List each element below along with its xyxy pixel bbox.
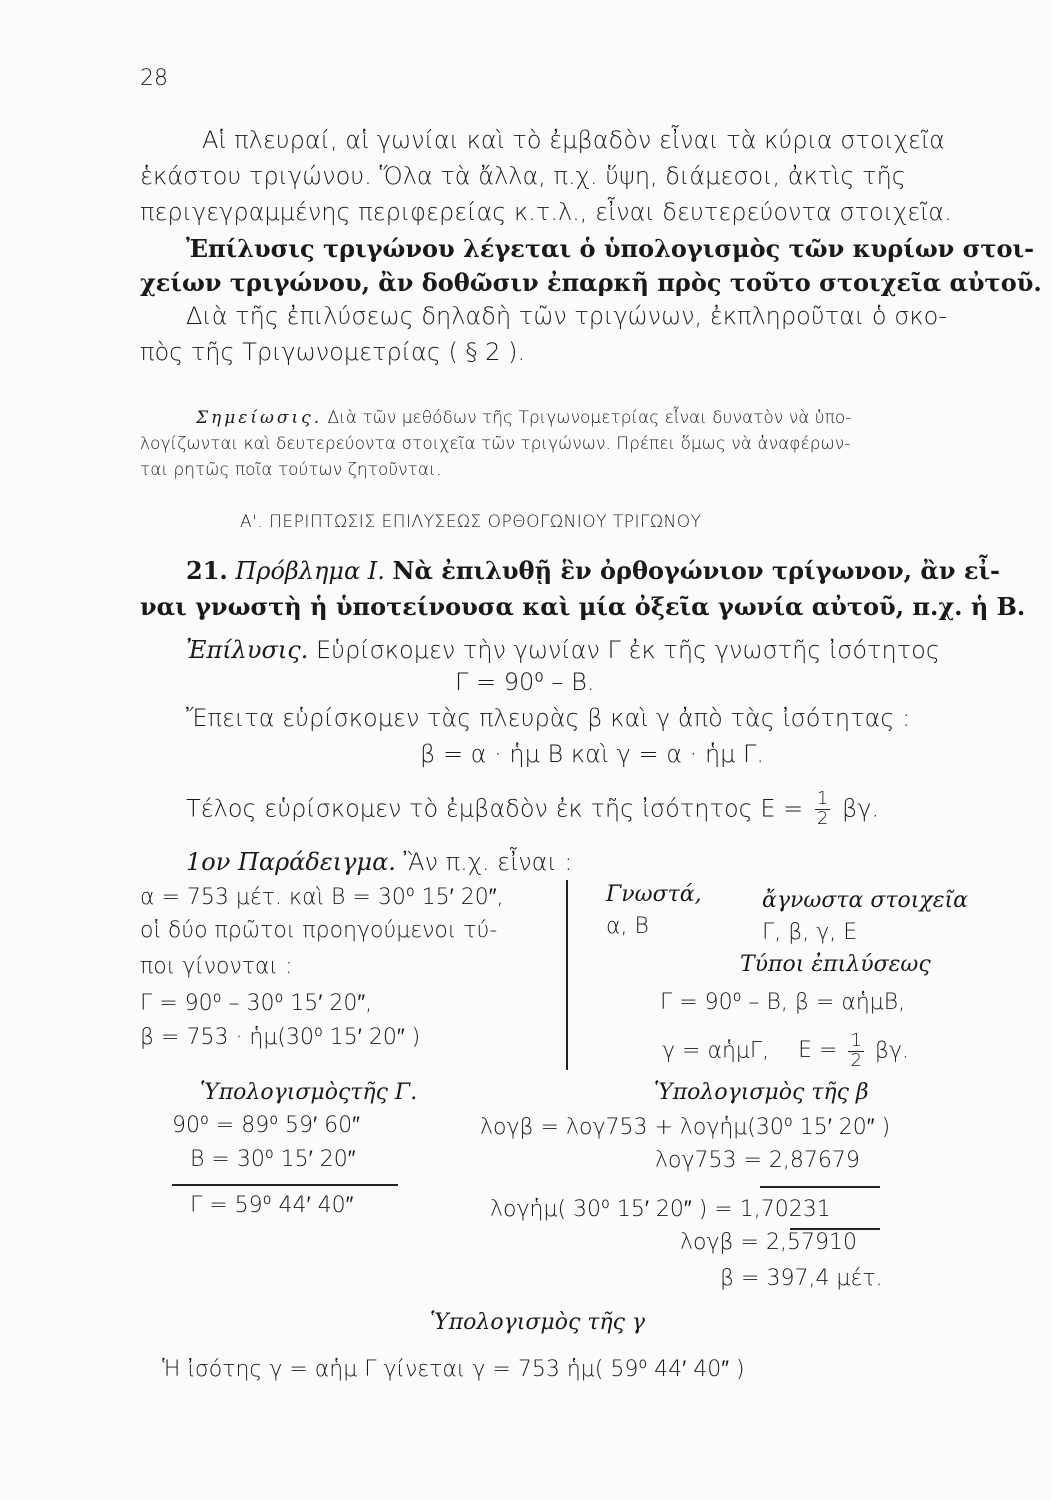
calc-c-line: Ἡ ἰσότης γ = αἡμ Γ γίνεται γ = 753 ἡμ( 59⁰ 44′ 40″ ): [162, 1357, 745, 1382]
column-divider: [566, 880, 568, 1070]
formula-fraction-num: 1: [850, 1030, 862, 1051]
calc-gamma-row-1: 90⁰ = 89⁰ 59′ 60″: [172, 1113, 360, 1138]
example-left-5: β = 753 · ἡμ(30⁰ 15′ 20″ ): [140, 1025, 421, 1050]
known-label: Γνωστά,: [606, 882, 702, 907]
note-line-1: [196, 408, 851, 428]
calc-gamma-row-2: Β = 30⁰ 15′ 20″: [190, 1147, 356, 1172]
example-heading: [186, 848, 573, 876]
known-values: α, Β: [606, 914, 649, 939]
section-heading: Α'. ΠΕΡΙΠΤΩΣΙΣ ΕΠΙΛΥΣΕΩΣ ΟΡΘΟΓΩΝΙΟΥ ΤΡΙΓΩΝΟΥ: [240, 512, 702, 532]
example-label: 1ον Παράδειγμα.: [186, 848, 396, 876]
formula-gamma: γ = αἡμΓ,: [662, 1038, 770, 1064]
solution-line-3: [186, 790, 879, 829]
example-intro: Ἂν π.χ. εἶναι :: [403, 848, 573, 876]
problem-line-1: [186, 556, 1000, 585]
purpose-line-2: πὸς τῆς Τριγωνομετρίας ( § 2 ).: [140, 338, 526, 366]
definition-line-2: χείων τριγώνου, ἂν δοθῶσιν ἐπαρκῆ πρὸς τοῦτο στοιχεῖα αὐτοῦ.: [140, 268, 1042, 297]
calc-beta-row-4: λογβ = 2,57910: [680, 1230, 857, 1255]
fraction-half: [815, 790, 830, 829]
calc-beta-row-1: λογβ = λογ753 + λογἡμ(30⁰ 15′ 20″ ): [480, 1115, 891, 1140]
calc-beta-row-3: λογἡμ( 30⁰ 15′ 20″ ) = 1,70231: [490, 1197, 831, 1222]
equation-sides: β = α · ἡμ Β καὶ γ = α · ἡμ Γ.: [420, 740, 765, 768]
unknown-values: Γ, β, γ, Ε: [762, 920, 858, 945]
solution-line-1: [186, 636, 940, 664]
calc-beta-label: Ὑπολογισμὸς τῆς β: [654, 1080, 869, 1105]
calc-beta-row-2: λογ753 = 2,87679: [655, 1148, 860, 1173]
purpose-line-1: Διὰ τῆς ἐπιλύσεως δηλαδὴ τῶν τριγώνων, ἐκπληροῦται ὁ σκο-: [186, 302, 948, 330]
calc-c-label: Ὑπολογισμὸς τῆς γ: [430, 1310, 646, 1335]
calc-beta-rule-1: [760, 1186, 880, 1188]
calc-gamma-rule: [172, 1184, 398, 1186]
problem-label: Πρόβλημα Ι.: [235, 557, 385, 585]
fraction-numerator: 1: [816, 788, 829, 809]
solution-text-3: Τέλος εὑρίσκομεν τὸ ἐμβαδὸν ἐκ τῆς ἰσότητος Ε =: [186, 794, 804, 823]
equation-gamma: Γ = 90⁰ – Β.: [455, 668, 595, 696]
calc-gamma-result: Γ = 59⁰ 44′ 40″: [190, 1193, 354, 1218]
calc-gamma-label: Ὑπολογισμὸςτῆς Γ.: [200, 1080, 418, 1105]
formula-fraction: [848, 1032, 863, 1071]
formula-area-label: Ε =: [798, 1038, 838, 1064]
calc-beta-rule-2: [790, 1228, 880, 1230]
intro-line-3: περιγεγραμμένης περιφερείας κ.τ.λ., εἶναι δευτερεύοντα στοιχεῖα.: [140, 198, 952, 226]
solution-line-2: Ἔπειτα εὑρίσκομεν τὰς πλευρὰς β καὶ γ ἀπὸ τὰς ἰσότητας :: [186, 704, 911, 732]
example-left-4: Γ = 90⁰ – 30⁰ 15′ 20″,: [140, 991, 373, 1016]
intro-line-1: Αἱ πλευραί, αἱ γωνίαι καὶ τὸ ἐμβαδὸν εἶναι τὰ κύρια στοιχεῖα: [202, 126, 945, 154]
calc-beta-result: β = 397,4 μέτ.: [720, 1266, 883, 1291]
example-left-1: α = 753 μέτ. καὶ Β = 30⁰ 15′ 20″,: [140, 885, 504, 910]
note-line-2: λογίζωνται καὶ δευτερεύοντα στοιχεῖα τῶν τριγώνων. Πρέπει ὅμως νὰ ἀναφέρων-: [140, 434, 851, 454]
solution-text-1: Εὑρίσκομεν τὴν γωνίαν Γ ἐκ τῆς γνωστῆς ἰσότητος: [315, 636, 940, 664]
example-left-3: ποι γίνονται :: [140, 954, 293, 979]
formula-row-2: [662, 1032, 909, 1071]
note-line-3: ται ρητῶς ποῖα τούτων ζητοῦνται.: [140, 460, 442, 480]
note-text-1: Διὰ τῶν μεθόδων τῆς Τριγωνομετρίας εἶναι δυνατὸν νὰ ὑπο-: [327, 408, 852, 428]
note-label: Σημείωσις.: [196, 408, 323, 428]
problem-number: 21.: [186, 556, 228, 585]
unknown-label: ἄγνωστα στοιχεῖα: [762, 888, 969, 913]
example-left-2: οἱ δύο πρῶτοι προηγούμενοι τύ-: [140, 918, 498, 943]
solution-text-3-end: βγ.: [841, 794, 880, 823]
page-number: 28: [140, 66, 168, 91]
fraction-denominator: 2: [816, 807, 829, 829]
formula-fraction-den: 2: [850, 1049, 862, 1071]
formulas-label: Τύποι ἐπιλύσεως: [740, 952, 931, 977]
problem-line-2: ναι γνωστὴ ἡ ὑποτείνουσα καὶ μία ὀξεῖα γωνία αὐτοῦ, π.χ. ἡ Β.: [140, 592, 1026, 621]
formula-row-1: Γ = 90⁰ – Β, β = αἡμΒ,: [660, 990, 906, 1015]
formula-area-end: βγ.: [874, 1038, 909, 1064]
definition-line-1: Ἐπίλυσις τριγώνου λέγεται ὁ ὑπολογισμὸς τῶν κυρίων στοι-: [186, 234, 1035, 263]
intro-line-2: ἑκάστου τριγώνου. Ὅλα τὰ ἄλλα, π.χ. ὕψη, διάμεσοι, ἀκτὶς τῆς: [140, 162, 906, 190]
solution-label: Ἐπίλυσις.: [186, 636, 309, 664]
problem-text-1: Νὰ ἐπιλυθῇ ἓν ὀρθογώνιον τρίγωνον, ἂν εἶ-: [392, 556, 1001, 585]
